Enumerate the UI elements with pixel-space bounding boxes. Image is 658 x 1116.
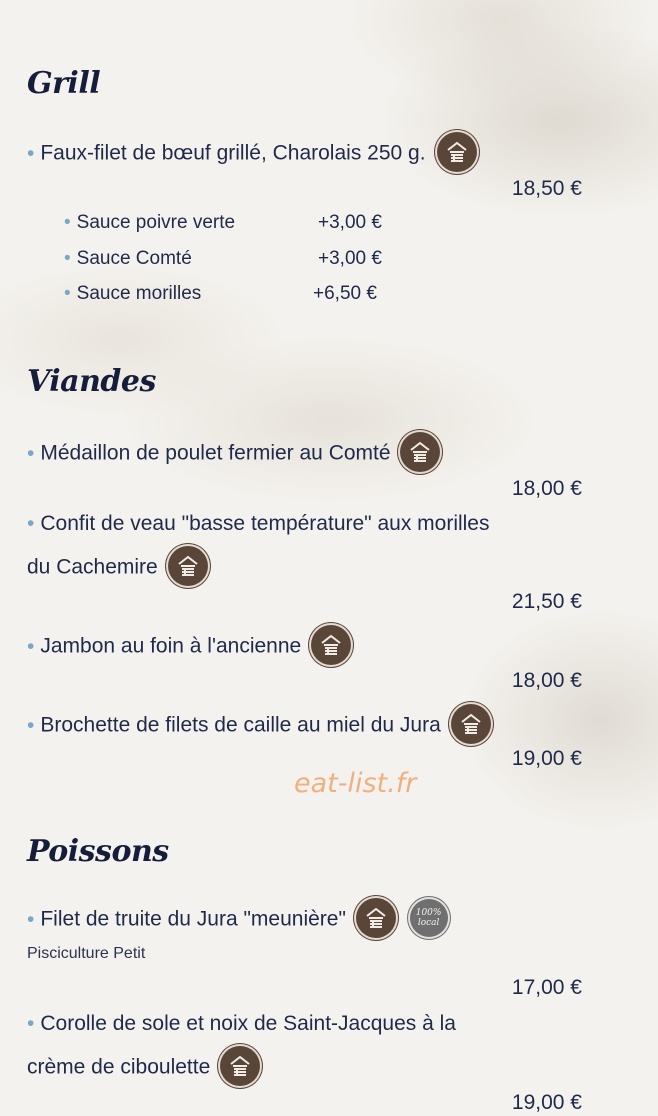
sauce-price: +6,50 €: [313, 283, 377, 304]
house-made-icon: [437, 132, 477, 172]
house-made-icon: [451, 704, 491, 744]
menu-item-truite: [27, 900, 448, 940]
item-price: 19,00 €: [511, 1091, 582, 1114]
sauce-name: Sauce poivre verte: [76, 212, 236, 233]
menu-item-jambon: [27, 627, 351, 667]
house-made-icon: [168, 546, 208, 586]
local-badge-icon: [410, 899, 448, 937]
bullet: •: [64, 248, 71, 269]
item-name: Filet de truite du Jura "meunière": [40, 907, 346, 931]
item-note: Pisciculture Petit: [27, 945, 146, 962]
item-price: 17,00 €: [511, 976, 582, 999]
section-title-poissons: Poissons: [27, 834, 169, 869]
menu-item-brochette: [27, 706, 491, 746]
item-name: Corolle de sole et noix de Saint-Jacques à la: [40, 1012, 456, 1035]
menu-item-faux-filet: [27, 134, 477, 174]
sauce-option: [64, 283, 201, 305]
sauce-price: +3,00 €: [318, 248, 382, 269]
item-name: Faux-filet de bœuf grillé, Charolais 250 g.: [40, 141, 426, 165]
section-title-viandes: Viandes: [27, 364, 156, 399]
bullet: •: [27, 1012, 35, 1035]
sauce-option: [64, 248, 192, 270]
item-price: 18,50 €: [511, 177, 582, 200]
local-badge-line1: 100%: [415, 908, 442, 918]
sauce-name: Sauce Comté: [76, 248, 192, 269]
menu-item-medaillon: [27, 434, 440, 474]
sauce-name: Sauce morilles: [76, 283, 202, 304]
menu-item-corolle-line1: [27, 1012, 456, 1036]
bullet: •: [27, 141, 35, 165]
item-price: 21,50 €: [511, 590, 582, 613]
section-title-grill: Grill: [27, 66, 101, 101]
item-name: Brochette de filets de caille au miel du Jura: [40, 713, 441, 737]
bullet: •: [64, 212, 71, 233]
house-made-icon: [311, 625, 351, 665]
bullet: •: [64, 283, 71, 304]
local-badge-line2: local: [417, 918, 440, 928]
menu-item-corolle-line2: [27, 1048, 260, 1088]
menu-item-confit-line1: [27, 512, 490, 536]
item-price: 18,00 €: [511, 477, 582, 500]
bullet: •: [27, 512, 35, 535]
house-made-icon: [400, 432, 440, 472]
item-name-continued: du Cachemire: [27, 555, 158, 579]
item-price: 18,00 €: [511, 669, 582, 692]
sauce-price: +3,00 €: [318, 212, 382, 233]
item-name: Confit de veau "basse température" aux morilles: [40, 512, 490, 535]
menu-item-confit-line2: [27, 548, 208, 588]
item-name: Médaillon de poulet fermier au Comté: [40, 441, 391, 465]
bullet: •: [27, 713, 35, 737]
watermark: eat-list.fr: [294, 768, 417, 799]
bullet: •: [27, 907, 35, 931]
bullet: •: [27, 634, 35, 658]
item-name-continued: crème de ciboulette: [27, 1055, 211, 1079]
item-price: 19,00 €: [511, 747, 582, 770]
house-made-icon: [220, 1046, 260, 1086]
house-made-icon: [356, 898, 396, 938]
bullet: •: [27, 441, 35, 465]
item-name: Jambon au foin à l'ancienne: [40, 634, 302, 658]
sauce-option: [64, 212, 235, 234]
